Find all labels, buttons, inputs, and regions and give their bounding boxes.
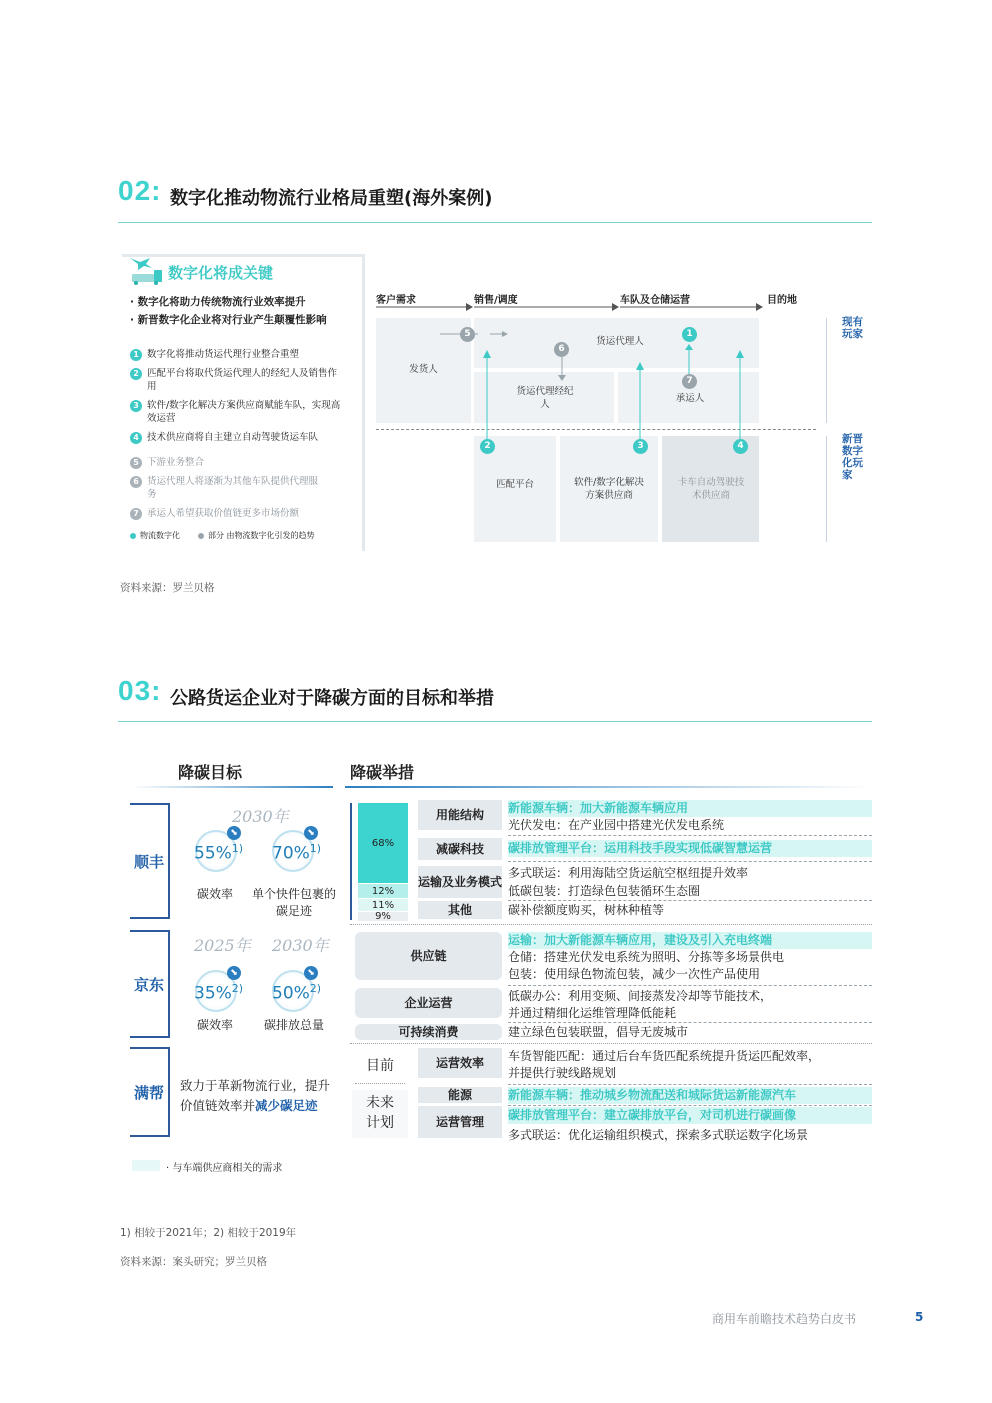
measure-line: 运输：加大新能源车辆应用，建设及引入充电终端	[508, 932, 872, 949]
section-number: 02:	[118, 175, 162, 206]
measure-line: 低碳包装：打造绿色包装循环生态圈	[508, 884, 701, 898]
target-year: 2025年	[194, 936, 251, 955]
measure-line: 新能源车辆：推动城乡物流配送和城际货运新能源汽车	[508, 1087, 872, 1104]
side-label-existing: 现有玩家	[842, 316, 863, 340]
row-divider	[508, 1105, 872, 1106]
measure-line: 建立绿色包装联盟，倡导无废城市	[508, 1025, 689, 1039]
col-header-measure: 降碳举措	[350, 763, 415, 782]
row-divider	[508, 1084, 872, 1085]
marker-4: 4	[733, 439, 748, 454]
measure-line: 碳补偿额度购买，树林种植等	[508, 903, 665, 917]
numbered-list	[130, 348, 345, 520]
measure-line: 仓储：搭建光伏发电系统为照明、分拣等多场景供电	[508, 950, 785, 964]
bar-segment: 68%	[358, 803, 408, 883]
company-shunfeng: 顺丰	[130, 803, 170, 919]
measure-line: 并提供行驶线路规划	[508, 1066, 617, 1080]
kpi-value: 55%$^{1)}$	[194, 842, 244, 864]
section-divider	[350, 1043, 872, 1044]
teal-arrows	[480, 348, 780, 454]
list-item: 7 承运人希望获取价值链更多市场份额	[130, 507, 345, 520]
measure-line: 包装：使用绿色物流包装，减少一次性产品使用	[508, 967, 761, 981]
bar-segment: 9%	[358, 912, 408, 921]
company-manbang: 满帮	[130, 1047, 170, 1137]
row-divider	[508, 835, 872, 836]
list-item: 4 技术供应商将自主建立自动驾驶货运车队	[130, 431, 345, 444]
kpi-label: 碳排放总量	[263, 1018, 324, 1032]
bullet-list	[130, 293, 327, 329]
measure-line: 多式联运：优化运输组织模式，探索多式联运数字化场景	[508, 1128, 809, 1142]
legend: 物流数字化 部分 由物流数字化引发的趋势	[130, 530, 315, 541]
list-item: 6 货运代理人将逐渐为其他车队提供代理服务	[130, 475, 345, 501]
section-divider	[350, 924, 872, 925]
header-underline	[130, 786, 333, 788]
section-divider	[118, 721, 872, 722]
tag-sustainable-consumption: 可持续消费	[355, 1024, 502, 1040]
measure-line: 碳排放管理平台：建立碳排放平台，对司机进行碳画像	[508, 1107, 872, 1124]
marker-2: 2	[480, 439, 495, 454]
source-note: 资料来源：案头研究；罗兰贝格	[120, 1256, 267, 1268]
phase-future: 未来计划	[352, 1090, 408, 1138]
section-title: 数字化推动物流行业格局重塑(海外案例)	[170, 188, 493, 209]
row-divider	[508, 861, 872, 862]
node-shipper-label: 发货人	[409, 364, 438, 375]
marker-6: 6	[554, 342, 569, 357]
legend-dot-teal	[130, 533, 136, 539]
footnote: 1) 相较于2021年；2) 相较于2019年	[120, 1227, 297, 1239]
measure-line: 低碳办公：利用变频、间接蒸发冷却等节能技术，	[508, 989, 773, 1003]
kpi-value: 70%$^{1)}$	[272, 842, 322, 864]
target-year: 2030年	[272, 936, 329, 955]
node-software-label: 软件/数字化解决方案供应商	[574, 477, 644, 501]
source-note: 资料来源：罗兰贝格	[120, 582, 215, 594]
stage-label: 目的地	[767, 295, 797, 306]
list-item: 5 下游业务整合	[130, 456, 345, 469]
marker-3: 3	[633, 439, 648, 454]
side-bracket	[826, 436, 827, 542]
tag-other: 其他	[418, 901, 502, 919]
phase-current: 目前	[366, 1058, 394, 1074]
node-broker-label: 货运代理经纪人	[516, 386, 574, 410]
bar-segment: 11%	[358, 899, 408, 911]
marker-1: 1	[682, 327, 697, 342]
measure-line: 碳排放管理平台：运用科技手段实现低碳智慧运营	[508, 840, 872, 857]
kpi-value: 50%$^{2)}$	[272, 982, 322, 1004]
node-forwarder-label: 货运代理人	[596, 336, 644, 347]
stacked-bar	[358, 803, 408, 921]
stage-arrows	[376, 300, 816, 314]
measure-line: 并通过精细化运维管理降低能耗	[508, 1006, 677, 1020]
section-number: 03:	[118, 675, 162, 706]
manbang-goal: 致力于革新物流行业，提升价值链效率并减少碳足迹	[180, 1078, 331, 1113]
target-year: 2030年	[232, 807, 289, 826]
down-arrow-icon: ⬊	[227, 966, 241, 980]
bullet-item: · 数字化将助力传统物流行业效率提升	[130, 296, 306, 308]
logistics-icon	[126, 250, 166, 286]
row-divider	[508, 985, 872, 986]
bracket	[350, 803, 352, 920]
list-item: 2 匹配平台将取代货运代理人的经纪人及销售作用	[130, 367, 345, 393]
down-arrow-icon: ⬊	[227, 826, 241, 840]
stage-label: 销售/调度	[474, 295, 518, 306]
measure-line: 多式联运：利用海陆空货运航空枢纽提升效率	[508, 866, 749, 880]
legend-label: · 与车端供应商相关的需求	[166, 1163, 283, 1174]
node-match-label: 匹配平台	[495, 479, 534, 490]
header-underline	[345, 786, 872, 788]
kpi-value: 35%$^{2)}$	[194, 982, 244, 1004]
stage-label: 车队及仓储运营	[620, 295, 690, 306]
tag-energy-structure: 用能结构	[418, 800, 502, 830]
page-number: 5	[915, 1310, 924, 1324]
list-item: 1 数字化将推动货运代理行业整合重塑	[130, 348, 345, 361]
side-bracket	[826, 318, 827, 423]
list-item: 3 软件/数字化解决方案供应商赋能车队，实现高效运营	[130, 399, 345, 425]
node-carrier-label: 承运人	[675, 393, 705, 404]
bullet-item: · 新晋数字化企业将对行业产生颠覆性影响	[130, 314, 327, 326]
tag-operations: 企业运营	[355, 988, 502, 1018]
phase-divider	[355, 1083, 405, 1085]
section-title: 公路货运企业对于降碳方面的目标和举措	[170, 688, 494, 709]
stage-label: 客户需求	[376, 295, 416, 306]
tag-supply-chain: 供应链	[355, 932, 502, 980]
row-divider	[508, 900, 872, 901]
footer-title: 商用车前瞻技术趋势白皮书	[712, 1312, 857, 1326]
col-header-goal: 降碳目标	[178, 763, 243, 782]
company-jd: 京东	[130, 930, 170, 1038]
kpi-label: 碳效率	[196, 1018, 233, 1032]
measure-line: 光伏发电：在产业园中搭建光伏发电系统	[508, 818, 725, 832]
tag-transport-model: 运输及业务模式	[418, 866, 502, 898]
panel-title: 数字化将成关键	[168, 264, 274, 282]
tag-energy: 能源	[418, 1087, 502, 1103]
node-autotruck-label: 卡车自动驾驶技术供应商	[677, 477, 745, 501]
measure-line: 车货智能匹配：通过后台车货匹配系统提升货运匹配效率，	[508, 1049, 821, 1063]
measure-line: 新能源车辆：加大新能源车辆应用	[508, 800, 872, 817]
down-arrow-icon: ⬊	[304, 966, 318, 980]
tag-carbon-tech: 减碳科技	[418, 838, 502, 860]
kpi-label: 碳效率	[196, 887, 233, 901]
marker-7: 7	[682, 374, 697, 389]
marker-5: 5	[460, 327, 475, 342]
row-divider	[508, 1022, 872, 1023]
legend-swatch	[132, 1160, 160, 1171]
side-label-new: 新晋数字化玩家	[842, 433, 863, 481]
tag-operational-efficiency: 运营效率	[418, 1048, 502, 1078]
legend-dot-grey	[198, 533, 204, 539]
down-arrow-icon: ⬊	[304, 826, 318, 840]
bar-segment: 12%	[358, 884, 408, 898]
kpi-label: 单个快件包裹的碳足迹	[252, 887, 337, 918]
tag-operations-management: 运营管理	[418, 1106, 502, 1138]
section-divider	[118, 222, 872, 223]
arrow-5	[440, 326, 520, 342]
